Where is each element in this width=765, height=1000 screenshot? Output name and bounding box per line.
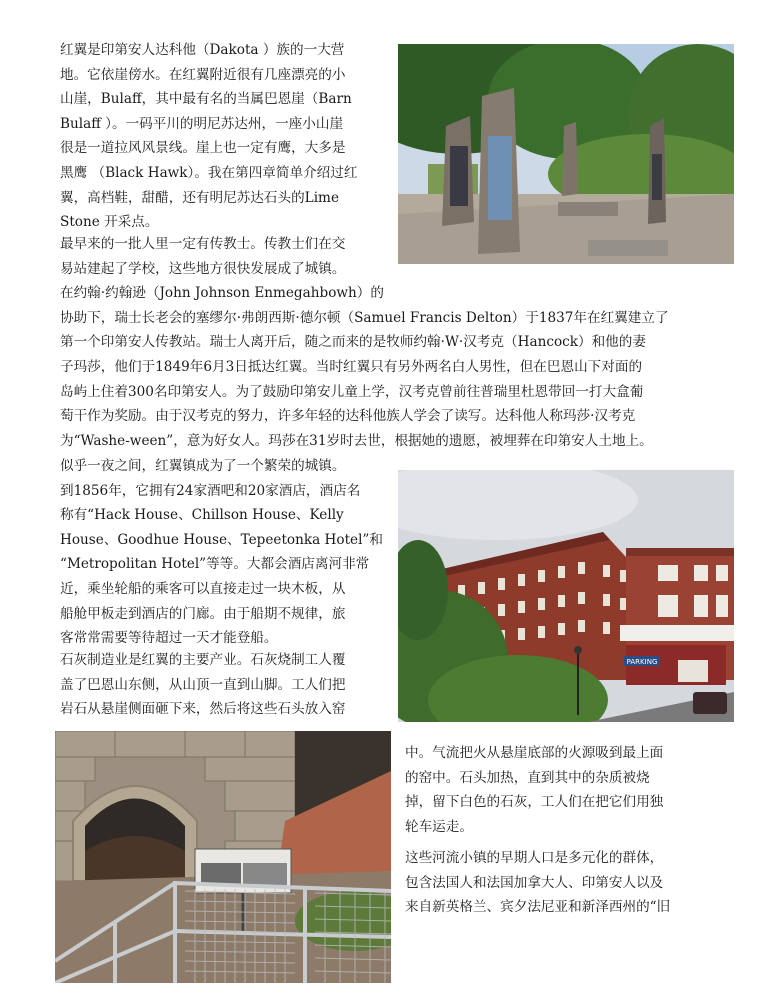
photo-brick-hotel bbox=[398, 470, 734, 722]
text-line: 盖了巴恩山东侧，从山顶一直到山脚。工人们把 bbox=[60, 676, 346, 693]
text-line: “Metropolitan Hotel”等等。大都会酒店离河非常 bbox=[60, 556, 370, 573]
text-line: 红翼是印第安人达科他（Dakota ）族的一大营 bbox=[60, 42, 345, 58]
text-line: 黑鹰 （Black Hawk）。我在第四章简单介绍过红 bbox=[60, 164, 358, 181]
text-line: 在约翰·约翰逊（John Johnson Enmegahbowh）的 bbox=[60, 285, 384, 302]
paragraph-boomtown bbox=[60, 454, 383, 651]
text-line: Stone 开采点。 bbox=[60, 214, 159, 231]
text-line: 为“Washe-ween”，意为好女人。玛莎在31岁时去世，根据她的遗愿，被埋葬在印第安人土地上。 bbox=[60, 432, 653, 449]
text-line: 船舱甲板走到酒店的门廊。由于船期不规律，旅 bbox=[60, 605, 346, 622]
text-line: 客常常需要等待超过一天才能登船。 bbox=[60, 630, 278, 647]
text-line: 第一个印第安人传教站。瑞士人离开后，随之而来的是牧师约翰·W·汉考克（Hancock）和他的妻 bbox=[60, 334, 646, 351]
photo-park-monuments bbox=[398, 44, 734, 264]
text-line: 称有“Hack House、Chillson House、Kelly bbox=[60, 507, 344, 524]
text-line: 轮车运走。 bbox=[405, 818, 473, 835]
text-line: House、Goodhue House、Tepeetonka Hotel”和 bbox=[60, 531, 383, 548]
text-line: 岩石从悬崖侧面砸下来，然后将这些石头放入窑 bbox=[60, 701, 346, 718]
text-line: 萄干作为奖励。由于汉考克的努力，许多年轻的达科他族人学会了读写。达科他人称玛莎·汉考克 bbox=[60, 408, 636, 425]
text-line: 来自新英格兰、宾夕法尼亚和新泽西州的“旧 bbox=[405, 899, 671, 916]
text-line: Bulaff ）。一码平川的明尼苏达州，一座小山崖 bbox=[60, 115, 344, 132]
photo-lime-kiln bbox=[55, 731, 391, 983]
text-line: 协助下，瑞士长老会的塞缪尔·弗朗西斯·德尔顿（Samuel Francis Delton）于1837年在红翼建立了 bbox=[60, 309, 669, 326]
text-line: 这些河流小镇的早期人口是多元化的群体， bbox=[405, 850, 664, 866]
text-line: 最早来的一批人里一定有传教士。传教士们在交 bbox=[60, 236, 346, 252]
text-line: 山崖，Bulaff，其中最有名的当属巴恩崖（Barn bbox=[60, 91, 352, 108]
text-line: 很是一道拉风风景线。崖上也一定有鹰，大多是 bbox=[60, 140, 346, 157]
text-line: 包含法国人和法国加拿大人、印第安人以及 bbox=[405, 874, 664, 891]
text-line: 中。气流把火从悬崖底部的火源吸到最上面 bbox=[405, 745, 664, 761]
text-line: 易站建起了学校，这些地方很快发展成了城镇。 bbox=[60, 260, 346, 277]
paragraph-early-population bbox=[405, 846, 670, 920]
text-line: 近，乘坐轮船的乘客可以直接走过一块木板，从 bbox=[60, 580, 346, 597]
text-line: 翼，高档鞋，甜醋，还有明尼苏达石头的Lime bbox=[60, 189, 339, 206]
text-line: 地。它依崖傍水。在红翼附近很有几座漂亮的小 bbox=[60, 66, 346, 83]
text-line: 岛屿上住着300名印第安人。为了鼓励印第安儿童上学，汉考克曾前往普瑞里杜恩带回一打大盒葡 bbox=[60, 383, 644, 400]
paragraph-dakota bbox=[60, 38, 357, 235]
text-line: 似乎一夜之间，红翼镇成为了一个繁荣的城镇。 bbox=[60, 458, 346, 474]
text-line: 的窑中。石头加热，直到其中的杂质被烧 bbox=[405, 769, 650, 786]
parking-sign-text: PARKING bbox=[626, 658, 658, 666]
paragraph-lime-industry bbox=[60, 648, 345, 722]
paragraph-missionaries bbox=[60, 232, 669, 453]
text-line: 掉，留下白色的石灰，工人们在把它们用独 bbox=[405, 794, 664, 811]
text-line: 到1856年，它拥有24家酒吧和20家酒店，酒店名 bbox=[60, 482, 361, 499]
text-line: 子玛莎，他们于1849年6月3日抵达红翼。当时红翼只有另外两名白人男性，但在巴恩山下对面的 bbox=[60, 358, 643, 375]
paragraph-kiln-process bbox=[405, 741, 663, 839]
text-line: 石灰制造业是红翼的主要产业。石灰烧制工人覆 bbox=[60, 652, 346, 668]
